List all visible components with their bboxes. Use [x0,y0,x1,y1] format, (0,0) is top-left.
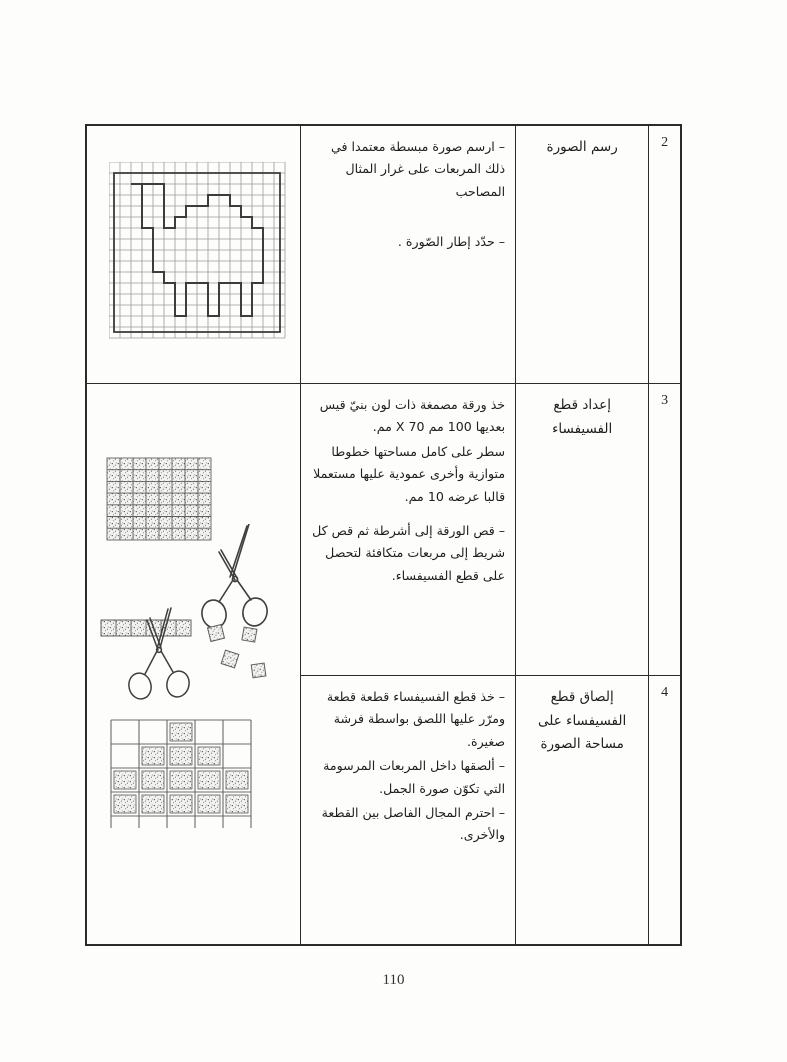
paper-strip-cut-into-squares-figure [97,602,287,712]
row-title-cell: رسم الصورة [516,126,648,384]
paper-strip [101,620,191,636]
page-number: 110 [382,972,405,988]
step-line: – احترم المجال الفاصل بين القطعة والأخرى. [321,805,506,843]
graph-grid [109,162,285,338]
step-line: – ارسم صورة مبسطة معتمدا في ذلك المربعات على غرار المثال المصاحب [330,139,506,199]
procedure-table [85,124,682,946]
spacer [311,205,506,231]
step-line: سطر على كامل مساحتها خطوطا متوازية وأخرى عمودية عليها مستعملا قالبا عرضه 10 مم. [313,443,506,504]
table-column-steps [300,126,516,944]
step-line: – ألصقها داخل المربعات المرسومة التي تكوّن صورة الجمل. [323,758,506,796]
row-title-cell: إلصاق قطع الفسيفساء على مساحة الصورة [538,689,627,753]
table-column-title [515,126,648,944]
row-steps-cell [301,676,516,944]
loose-mosaic-squares [207,625,265,678]
step-line: خذ ورقة مصمغة ذات لون بنيّ قيس بعديها 100 مم X 70 مم. [319,397,506,435]
table-column-figure [87,126,300,944]
row-number-cell: 4 [661,685,669,700]
camel-outline-on-graph-paper-figure [109,162,291,344]
row-number-cell: 3 [649,384,680,676]
figure-cell-mosaic-preparation [87,384,300,944]
table-column-number [648,126,680,944]
row-number-cell: 2 [649,126,680,384]
row-steps-cell [301,384,516,676]
step-line: – خذ قطع الفسيفساء قطعة قطعة ومرّر عليها اللصق بواسطة فرشة صغيرة. [326,689,506,749]
row-title-cell: إعداد قطع الفسيفساء [516,384,648,676]
row-steps-cell [301,126,516,384]
mosaic-squares-pasted-on-grid-figure [105,714,275,839]
step-line: – قص الورقة إلى أشرطة ثم قص كل شريط إلى مربعات متكافئة لتحصل على قطع الفسيفساء. [312,523,506,583]
step-line: – حدّد إطار الصّورة . [397,234,506,250]
figure-cell-camel-outline [87,126,300,384]
